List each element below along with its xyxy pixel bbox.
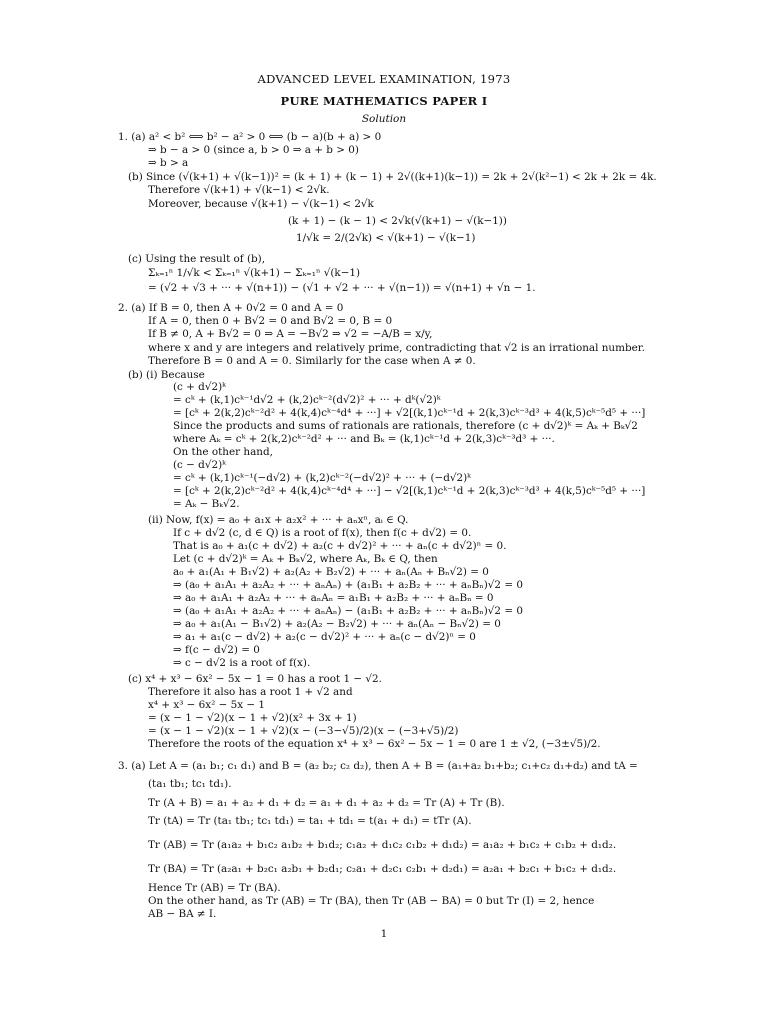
q1b-line-1: (b) Since (√(k+1) + √(k−1))² = (k + 1) + (k − 1) + 2√((k+1)(k−1)) = 2k + 2√(k²−1) < 2k + 2k = 4k. (128, 171, 657, 183)
q2c-line-5: = (x − 1 − √2)(x − 1 + √2)(x − (−3−√5)/2)(x − (−3+√5)/2) (148, 725, 459, 737)
q1b-line-4: (k + 1) − (k − 1) < 2√k(√(k+1) − √(k−1)) (288, 215, 507, 227)
q3a-line-9: AB − BA ≠ I. (148, 908, 217, 920)
q2b-line-2: (c + d√2)ᵏ (173, 381, 226, 393)
q1c-line-1: (c) Using the result of (b), (128, 253, 266, 265)
q2a-line-3: If B ≠ 0, A + B√2 = 0 ⇒ A = −B√2 ⇒ √2 = −A/B = x/y, (148, 328, 433, 340)
q3a-line-3: Tr (A + B) = a₁ + a₂ + d₁ + d₂ = a₁ + d₁ + a₂ + d₂ = Tr (A) + Tr (B). (148, 797, 505, 809)
q2c-line-6: Therefore the roots of the equation x⁴ + x³ − 6x² − 5x − 1 = 0 are 1 ± √2, (−3±√5)/2. (148, 738, 601, 750)
q2b-ii-line-1: (ii) Now, f(x) = a₀ + a₁x + a₂x² + ··· + aₙxⁿ, aᵢ ∈ Q. (148, 514, 409, 526)
q2b-line-9: = cᵏ + (k,1)cᵏ⁻¹(−d√2) + (k,2)cᵏ⁻²(−d√2)² + ··· + (−d√2)ᵏ (173, 472, 471, 484)
q2b-line-3: = cᵏ + (k,1)cᵏ⁻¹d√2 + (k,2)cᵏ⁻²(d√2)² + ··· + dᵏ(√2)ᵏ (173, 394, 441, 406)
paper-title: PURE MATHEMATICS PAPER I (280, 94, 488, 108)
q1b-line-5: 1/√k = 2/(2√k) < √(k+1) − √(k−1) (296, 232, 476, 244)
q1c-line-3: = (√2 + √3 + ··· + √(n+1)) − (√1 + √2 + ··· + √(n−1)) = √(n+1) + √n − 1. (148, 282, 536, 294)
q3a-line-7: Hence Tr (AB) = Tr (BA). (148, 882, 281, 894)
q2c-line-1: (c) x⁴ + x³ − 6x² − 5x − 1 = 0 has a root 1 − √2. (128, 673, 382, 685)
q1a-line-2: ⇒ b − a > 0 (since a, b > 0 ⇒ a + b > 0) (148, 144, 359, 156)
q2b-ii-line-4: Let (c + d√2)ᵏ = Aₖ + Bₖ√2, where Aₖ, Bₖ ∈ Q, then (173, 553, 438, 565)
q1a-line-3: ⇒ b > a (148, 157, 189, 169)
q3a-line-2: (ta₁ tb₁; tc₁ td₁). (148, 778, 232, 790)
q3a-line-5: Tr (AB) = Tr (a₁a₂ + b₁c₂ a₁b₂ + b₁d₂; c₁a₂ + d₁c₂ c₁b₂ + d₁d₂) = a₁a₂ + b₁c₂ + c₁b₂ + d₁d₂. (148, 839, 617, 851)
q1c-line-2: Σₖ₌₁ⁿ 1/√k < Σₖ₌₁ⁿ √(k+1) − Σₖ₌₁ⁿ √(k−1) (148, 267, 361, 279)
q2b-ii-line-12: ⇒ c − d√2 is a root of f(x). (173, 657, 311, 669)
q3a-line-8: On the other hand, as Tr (AB) = Tr (BA), then Tr (AB − BA) = 0 but Tr (I) = 2, hence (148, 895, 595, 907)
exam-title: ADVANCED LEVEL EXAMINATION, 1973 (257, 72, 511, 86)
q1b-line-2: Therefore √(k+1) + √(k−1) < 2√k. (148, 184, 330, 196)
q2a-line-2: If A = 0, then 0 + B√2 = 0 and B√2 = 0, B = 0 (148, 315, 393, 327)
q3a-line-4: Tr (tA) = Tr (ta₁ tb₁; tc₁ td₁) = ta₁ + td₁ = t(a₁ + d₁) = tTr (A). (148, 815, 472, 827)
q2b-ii-line-10: ⇒ a₁ + a₁(c − d√2) + a₂(c − d√2)² + ··· + aₙ(c − d√2)ⁿ = 0 (173, 631, 476, 643)
q1b-line-3: Moreover, because √(k+1) − √(k−1) < 2√k (148, 198, 374, 210)
q2b-line-7: On the other hand, (173, 446, 273, 458)
q2b-ii-line-9: ⇒ a₀ + a₁(A₁ − B₁√2) + a₂(A₂ − B₂√2) + ··· + aₙ(Aₙ − Bₙ√2) = 0 (173, 618, 501, 630)
q2b-ii-line-8: ⇒ (a₀ + a₁A₁ + a₂A₂ + ··· + aₙAₙ) − (a₁B₁ + a₂B₂ + ··· + aₙBₙ)√2 = 0 (173, 605, 523, 617)
page-number: 1 (380, 928, 388, 940)
q2b-line-5: Since the products and sums of rationals are rationals, therefore (c + d√2)ᵏ = Aₖ + Bₖ√2 (173, 420, 638, 432)
q2b-ii-line-3: That is a₀ + a₁(c + d√2) + a₂(c + d√2)² + ··· + aₙ(c + d√2)ⁿ = 0. (173, 540, 507, 552)
q2a-line-1: 2. (a) If B = 0, then A + 0√2 = 0 and A = 0 (118, 302, 344, 314)
q2b-ii-line-11: ⇒ f(c − d√2) = 0 (173, 644, 260, 656)
q2b-ii-line-7: ⇒ a₀ + a₁A₁ + a₂A₂ + ··· + aₙAₙ = a₁B₁ + a₂B₂ + ··· + aₙBₙ = 0 (173, 592, 494, 604)
q2b-ii-line-2: If c + d√2 (c, d ∈ Q) is a root of f(x), then f(c + d√2) = 0. (173, 527, 472, 539)
q2a-line-4: where x and y are integers and relatively prime, contradicting that √2 is an irrational number. (148, 342, 645, 354)
q2a-line-5: Therefore B = 0 and A = 0. Similarly for the case when A ≠ 0. (148, 355, 476, 367)
q2b-ii-line-5: a₀ + a₁(A₁ + B₁√2) + a₂(A₂ + B₂√2) + ··· + aₙ(Aₙ + Bₙ√2) = 0 (173, 566, 489, 578)
q1a-line-1: 1. (a) a² < b² ⟺ b² − a² > 0 ⟺ (b − a)(b + a) > 0 (118, 131, 382, 143)
q2b-line-6: where Aₖ = cᵏ + 2(k,2)cᵏ⁻²d² + ··· and Bₖ = (k,1)cᵏ⁻¹d + 2(k,3)cᵏ⁻³d³ + ···. (173, 433, 555, 445)
q2b-line-10: = [cᵏ + 2(k,2)cᵏ⁻²d² + 4(k,4)cᵏ⁻⁴d⁴ + ···] − √2[(k,1)cᵏ⁻¹d + 2(k,3)cᵏ⁻³d³ + 4(k,5)cᵏ⁻⁵d⁵ + ···] (173, 485, 646, 497)
q2c-line-2: Therefore it also has a root 1 + √2 and (148, 686, 353, 698)
q2c-line-3: x⁴ + x³ − 6x² − 5x − 1 (148, 699, 266, 711)
q2c-line-4: = (x − 1 − √2)(x − 1 + √2)(x² + 3x + 1) (148, 712, 357, 724)
q3a-line-6: Tr (BA) = Tr (a₂a₁ + b₂c₁ a₂b₁ + b₂d₁; c₂a₁ + d₂c₁ c₂b₁ + d₂d₁) = a₂a₁ + b₂c₁ + b₁c₂ + d₁d₂. (148, 863, 617, 875)
q2b-ii-line-6: ⇒ (a₀ + a₁A₁ + a₂A₂ + ··· + aₙAₙ) + (a₁B₁ + a₂B₂ + ··· + aₙBₙ)√2 = 0 (173, 579, 523, 591)
q2b-line-1: (b) (i) Because (128, 369, 205, 381)
q3a-line-1: 3. (a) Let A = (a₁ b₁; c₁ d₁) and B = (a₂ b₂; c₂ d₂), then A + B = (a₁+a₂ b₁+b₂; c₁+c₂ d₁+d₂) and tA = (118, 760, 638, 772)
q2b-line-4: = [cᵏ + 2(k,2)cᵏ⁻²d² + 4(k,4)cᵏ⁻⁴d⁴ + ···] + √2[(k,1)cᵏ⁻¹d + 2(k,3)cᵏ⁻³d³ + 4(k,5)cᵏ⁻⁵d⁵ + ···] (173, 407, 646, 419)
solution-subtitle: Solution (361, 113, 407, 125)
q2b-line-11: = Aₖ − Bₖ√2. (173, 498, 240, 510)
q2b-line-8: (c − d√2)ᵏ (173, 459, 226, 471)
